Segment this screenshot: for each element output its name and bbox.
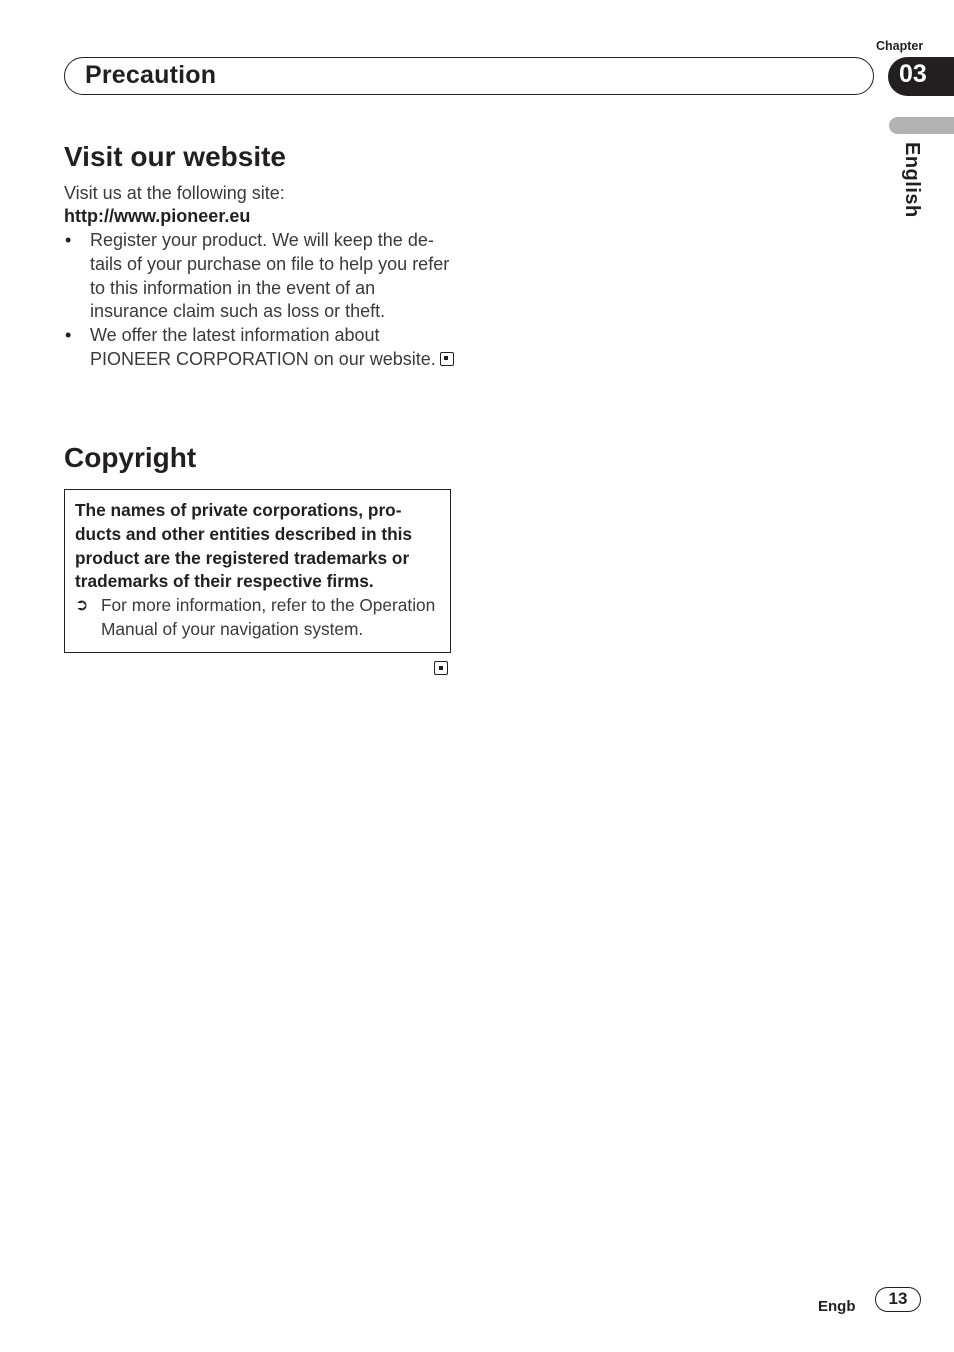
copyright-note (75, 594, 445, 642)
chapter-label: Chapter (876, 39, 924, 53)
bullet-text: We offer the latest information about PIONEER CORPORATION on our website. (90, 325, 436, 369)
website-heading: Visit our website (64, 141, 286, 172)
bullet-text: Register your product. We will keep the de-tails of your purchase on file to help you refer to this information in the event of an insurance claim such as loss or theft. (90, 230, 450, 322)
copyright-statement: The names of private corporations, pro-ducts and other entities described in this product are the registered trademarks or trademarks of their respective firms. (75, 500, 413, 592)
footer-language-code: Engb (818, 1298, 856, 1315)
arrow-icon: ➲ (75, 597, 89, 614)
bullet-icon: • (65, 230, 72, 250)
note-text: For more information, refer to the Operation Manual of your navigation system. (101, 595, 436, 639)
copyright-heading: Copyright (64, 442, 197, 473)
language-label: English (901, 142, 923, 218)
website-url[interactable]: http://www.pioneer.eu (64, 206, 251, 226)
section-title: Precaution (85, 61, 217, 89)
page-number: 13 (875, 1287, 921, 1312)
end-of-section-icon (434, 661, 448, 675)
section-header-bar (64, 57, 874, 95)
chapter-tab (888, 57, 954, 96)
chapter-number: 03 (899, 60, 927, 88)
list-item (64, 324, 454, 372)
website-bullet-list (64, 229, 454, 372)
list-item (64, 229, 454, 324)
copyright-box (64, 489, 451, 653)
language-tab (889, 117, 954, 134)
end-of-section-icon (440, 352, 454, 366)
bullet-icon: • (65, 325, 72, 346)
website-intro: Visit us at the following site: (64, 183, 285, 203)
